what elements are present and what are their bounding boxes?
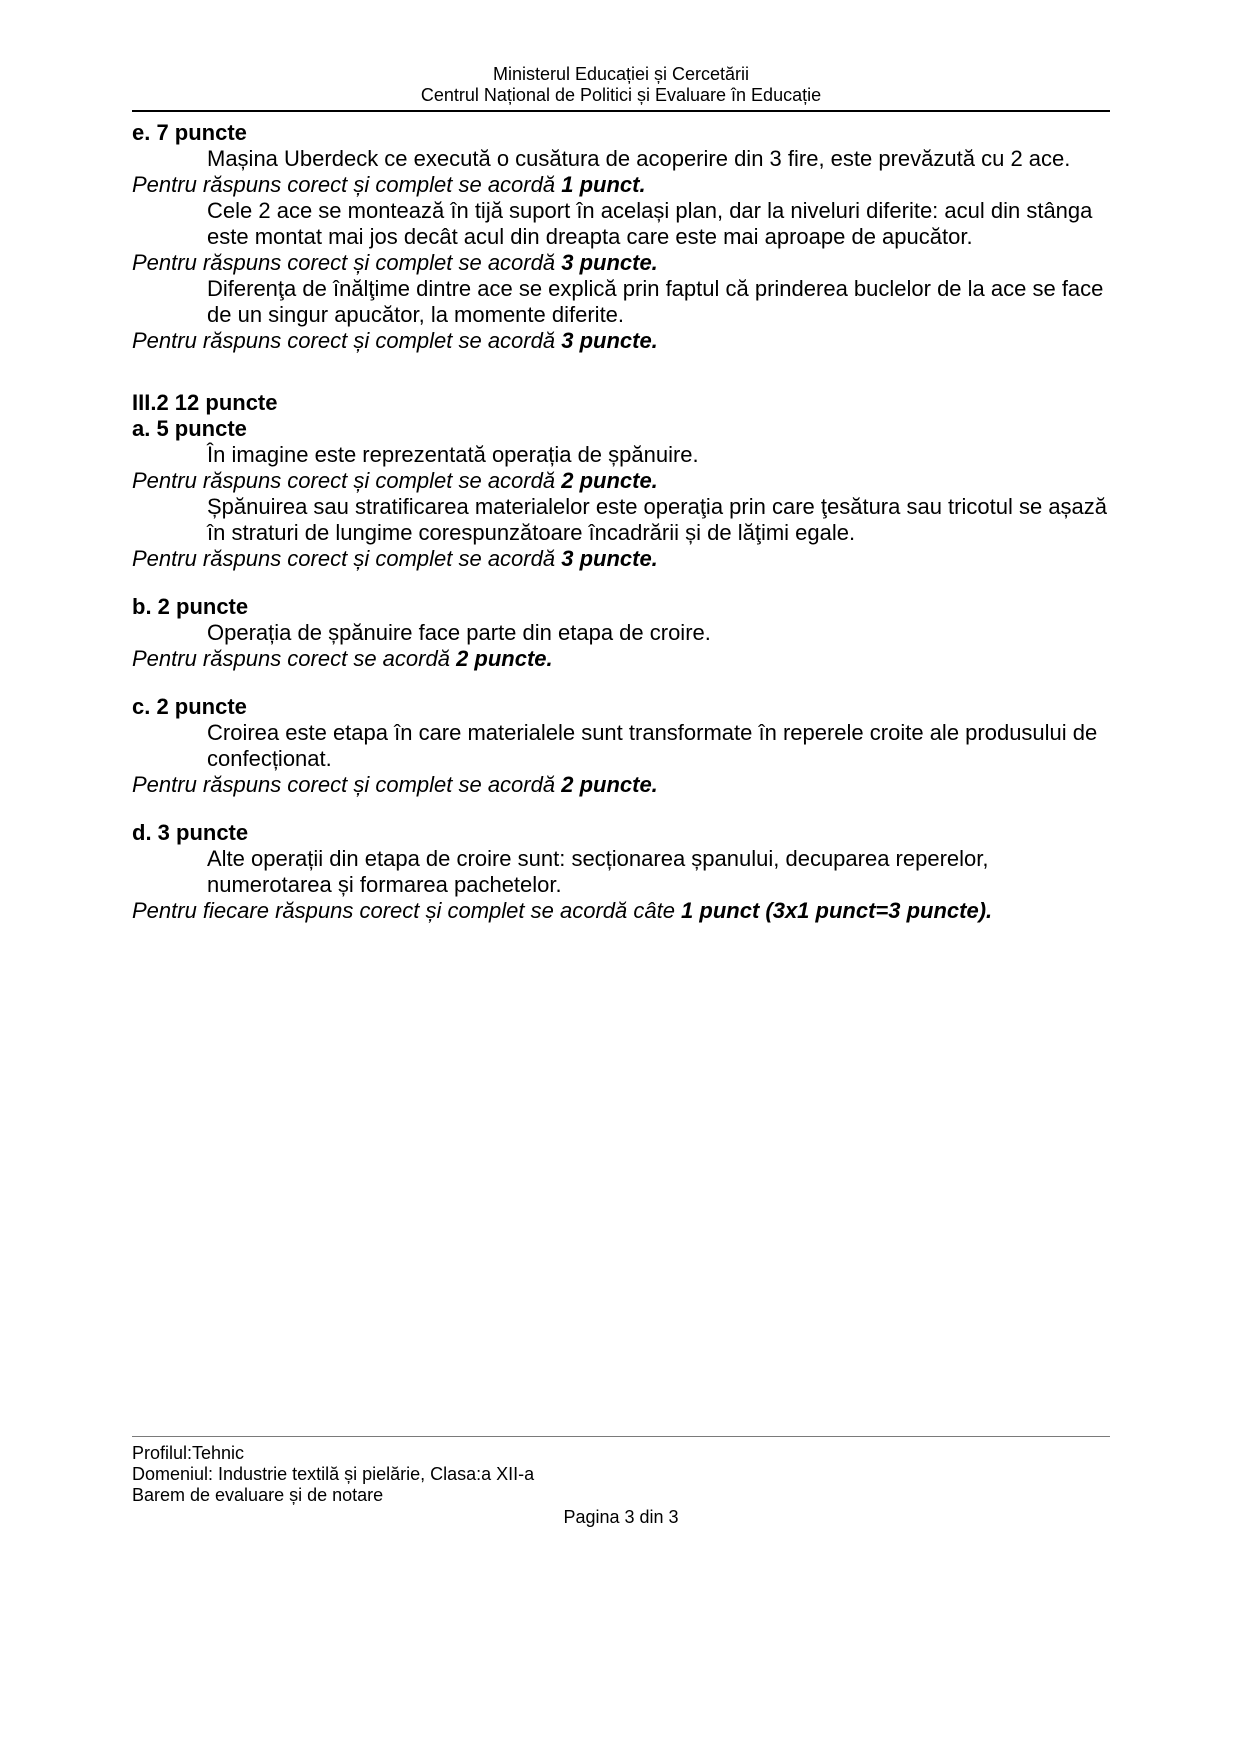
section-e-heading: e. 7 puncte [132, 120, 247, 145]
section-b-heading: b. 2 puncte [132, 594, 249, 619]
score-points: 3 puncte. [561, 546, 658, 571]
section-b-score [132, 646, 1110, 672]
page-footer [132, 1436, 1110, 1528]
section-c-score [132, 772, 1110, 798]
footer-domain: Domeniul: Industrie textilă și pielărie, Clasa:a XII-a [132, 1464, 535, 1484]
score-points: 1 punct. [561, 172, 646, 197]
score-text: Pentru răspuns corect și complet se acordă [132, 328, 562, 353]
section-d-score [132, 898, 1110, 924]
footer-profile: Profilul:Tehnic [132, 1443, 245, 1463]
section-e-score-3 [132, 328, 1110, 354]
section-e-answer-1: Mașina Uberdeck ce execută o cusătura de acoperire din 3 fire, este prevăzută cu 2 ace. [207, 146, 1071, 171]
document-body [132, 120, 1110, 924]
score-points: 2 puncte. [456, 646, 553, 671]
score-text: Pentru răspuns corect și complet se acordă [132, 250, 562, 275]
section-e-answer-2: Cele 2 ace se montează în tijă suport în același plan, dar la niveluri diferite: acul din stânga este montat mai jos decât acul din dreapta care este mai aproape de apucător. [207, 198, 1093, 249]
section-e-score-2 [132, 250, 1110, 276]
center-name: Centrul Național de Politici și Evaluare în Educație [420, 85, 822, 105]
section-a-answer-2: Șpănuirea sau stratificarea materialelor este operaţia prin care ţesătura sau tricotul se așază în straturi de lungime corespunzătoare încadrării și de lăţimi egale. [207, 494, 1108, 545]
section-c-heading: c. 2 puncte [132, 694, 247, 719]
score-text: Pentru răspuns corect și complet se acordă [132, 468, 562, 493]
score-points: 2 puncte. [561, 772, 658, 797]
score-points: 2 puncte. [561, 468, 658, 493]
score-points: 1 punct (3x1 punct=3 puncte). [681, 898, 993, 923]
section-e-score-1 [132, 172, 1110, 198]
section-d-heading: d. 3 puncte [132, 820, 249, 845]
section-a-score-2 [132, 546, 1110, 572]
footer-doc-type: Barem de evaluare și de notare [132, 1485, 384, 1505]
section-b-answer: Operația de șpănuire face parte din etapa de croire. [207, 620, 711, 645]
section-a-answer-1: În imagine este reprezentată operația de șpănuire. [207, 442, 699, 467]
score-points: 3 puncte. [561, 250, 658, 275]
page-header [132, 64, 1110, 112]
page-number: Pagina 3 din 3 [563, 1507, 679, 1527]
score-text: Pentru răspuns corect și complet se acordă [132, 172, 562, 197]
header-divider [132, 110, 1110, 112]
score-points: 3 puncte. [561, 328, 658, 353]
section-c-answer: Croirea este etapa în care materialele sunt transformate în reperele croite ale produsului de confecționat. [207, 720, 1098, 771]
section-a-score-1 [132, 468, 1110, 494]
score-text: Pentru răspuns corect și complet se acordă [132, 772, 562, 797]
section-iii2-heading: III.2 12 puncte [132, 390, 278, 415]
ministry-name: Ministerul Educației și Cercetării [492, 64, 750, 84]
footer-divider [132, 1436, 1110, 1437]
score-text: Pentru răspuns corect și complet se acordă [132, 546, 562, 571]
section-e-answer-3: Diferenţa de înălţime dintre ace se explică prin faptul că prinderea buclelor de la ace se face de un singur apucător, la momente diferite. [207, 276, 1104, 327]
section-a-heading: a. 5 puncte [132, 416, 247, 441]
score-text: Pentru răspuns corect se acordă [132, 646, 457, 671]
section-d-answer: Alte operații din etapa de croire sunt: secționarea șpanului, decuparea reperelor, numerotarea și formarea pachetelor. [207, 846, 989, 897]
score-text: Pentru fiecare răspuns corect și complet se acordă câte [132, 898, 682, 923]
